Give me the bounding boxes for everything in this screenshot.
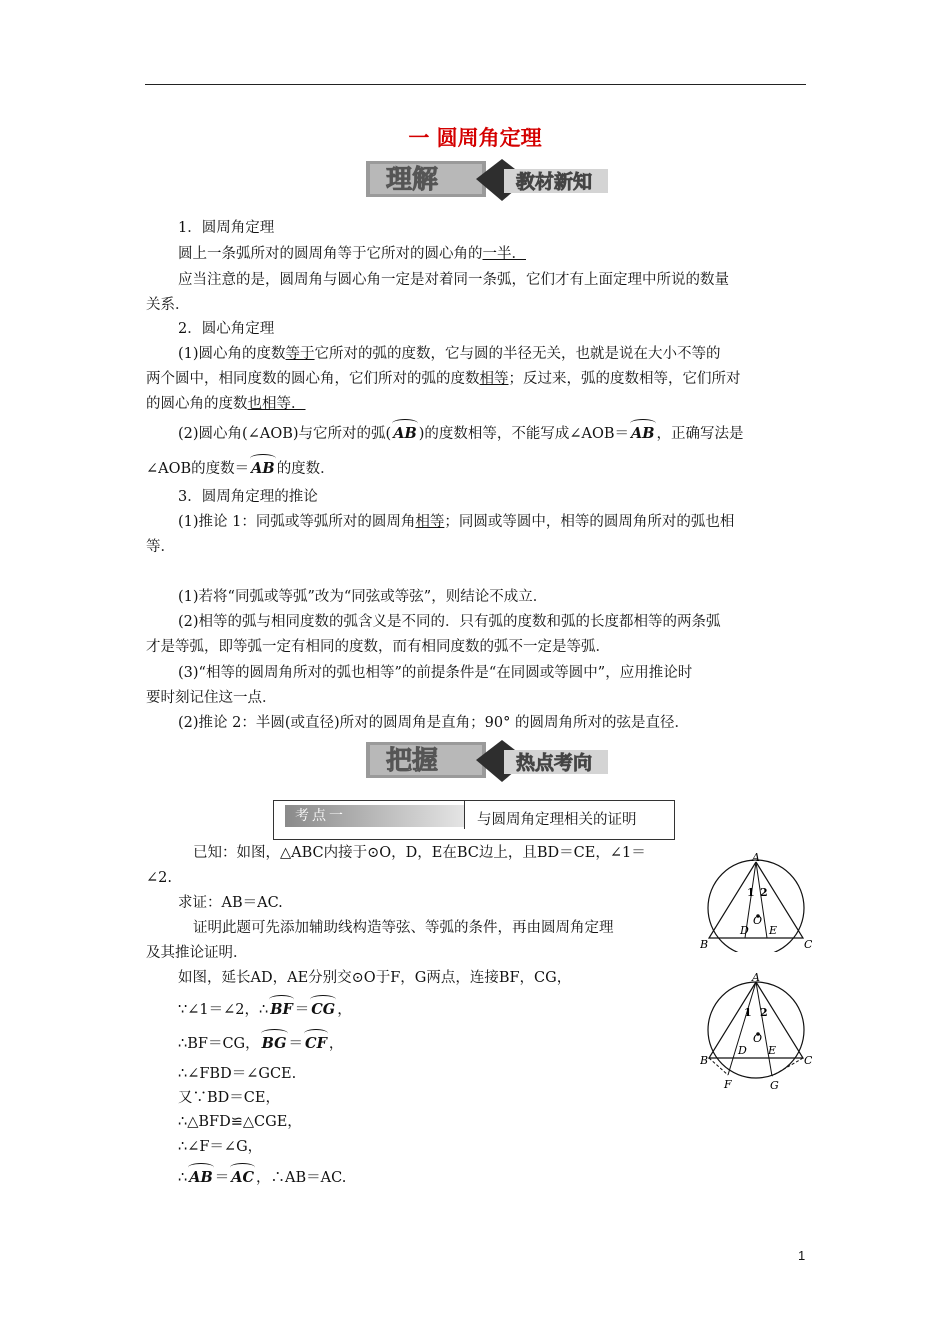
section1-para1: 圆上一条弧所对的圆周角等于它所对的圆心角的一半． [178, 246, 526, 262]
svg-text:D: D [738, 1044, 747, 1057]
banner1-big-text: 理解 [386, 165, 439, 195]
svg-text:B: B [700, 1054, 709, 1067]
header-rule [145, 84, 806, 85]
svg-text:G: G [770, 1079, 779, 1092]
svg-text:1: 1 [744, 1006, 752, 1019]
svg-text:A: A [752, 852, 760, 864]
svg-text:D: D [740, 924, 749, 937]
kaodian-tag: 考点一 [285, 805, 465, 827]
proof-line6: ∴△BFD≌△CGE， [178, 1114, 302, 1130]
section2-para1-line3: 的圆心角的度数也相等． [146, 396, 306, 412]
arc-cf: CF [305, 1035, 327, 1052]
svg-text:2: 2 [760, 886, 768, 899]
arc-cg: CG [311, 1001, 336, 1018]
proof-line3: ∴BF＝CG， BG ＝ CF ， [178, 1035, 344, 1052]
arc-ac: AC [231, 1169, 255, 1186]
proof-line8: ∴ AB ＝ AC ，∴AB＝AC. [178, 1169, 347, 1186]
section2-para1-line1: (1)圆心角的度数等于它所对的弧的度数，它与圆的半径无关，也就是说在大小不等的 [178, 346, 721, 362]
proof-line2: ∵∠1＝∠2，∴ BF ＝ CG ， [178, 1001, 352, 1018]
note3-line1: (3)“相等的圆周角所对的弧也相等”的前提条件是“在同圆或等圆中”，应用推论时 [178, 665, 693, 681]
arc-bg: BG [261, 1035, 287, 1052]
section3-para1-line2: 等． [146, 539, 175, 555]
svg-text:F: F [724, 1078, 732, 1091]
section-banner-master [364, 736, 618, 786]
svg-text:O: O [753, 914, 763, 927]
figure-extended-chords [700, 972, 812, 1096]
note2-line2: 才是等弧，即等弧一定有相同的度数，而有相同度数的弧不一定是等弧． [146, 639, 610, 655]
svg-text:1: 1 [747, 886, 755, 899]
arc-ab: AB [631, 425, 655, 442]
kaodian-separator [464, 801, 465, 829]
svg-text:2: 2 [760, 1006, 768, 1019]
section1-para2-line2: 关系． [146, 297, 190, 313]
section2-para2-line1: (2)圆心角(∠AOB)与它所对的弧( AB )的度数相等，不能写成∠AOB＝ AB ，正确写法是 [178, 425, 744, 442]
proof-line7: ∴∠F＝∠G， [178, 1139, 263, 1155]
section3-para1-line1: (1)推论 1：同弧或等弧所对的圆周角相等；同圆或等圆中，相等的圆周角所对的弧也相 [178, 514, 735, 530]
svg-text:E: E [769, 924, 778, 937]
arc-ab: AB [393, 425, 417, 442]
example-line3: 求证：AB＝AC. [178, 895, 283, 911]
svg-text:B: B [700, 938, 709, 951]
note1: (1)若将“同弧或等弧”改为“同弦或等弦”，则结论不成立． [178, 589, 548, 605]
proof-line5: 又∵BD＝CE， [178, 1090, 280, 1106]
example-line2: ∠2. [146, 870, 172, 886]
note3-line2: 要时刻记住这一点． [146, 690, 277, 706]
page-number: 1 [798, 1248, 806, 1263]
figure-triangle-in-circle [700, 852, 812, 956]
svg-text:C: C [804, 1054, 812, 1067]
arc-ab: AB [251, 460, 275, 477]
kaodian-box [273, 800, 675, 840]
arc-ab: AB [189, 1169, 213, 1186]
banner2-small-text: 热点考向 [516, 752, 593, 774]
example-line4: 证明此题可先添加辅助线构造等弦、等弧的条件，再由圆周角定理 [193, 920, 614, 936]
example-line1: 已知：如图，△ABC内接于⊙O，D，E在BC边上，且BD＝CE，∠1＝ [193, 845, 646, 861]
section1-para2-line1: 应当注意的是，圆周角与圆心角一定是对着同一条弧，它们才有上面定理中所说的数量 [178, 272, 729, 288]
section3-heading: 3．圆周角定理的推论 [178, 489, 318, 505]
proof-line4: ∴∠FBD＝∠GCE. [178, 1066, 297, 1082]
banner1-small-text: 教材新知 [516, 171, 593, 193]
svg-text:A: A [752, 972, 760, 984]
section-banner-understand [364, 155, 618, 205]
page-title: 一 圆周角定理 [408, 126, 542, 150]
section3-para2: (2)推论 2：半圆(或直径)所对的圆周角是直角；90° 的圆周角所对的弦是直径． [178, 715, 689, 731]
example-line5: 及其推论证明． [146, 945, 248, 961]
svg-text:E: E [768, 1044, 777, 1057]
section2-para1-line2: 两个圆中，相同度数的圆心角，它们所对的弧的度数相等；反过来，弧的度数相等，它们所对 [146, 371, 741, 387]
arc-bf: BF [270, 1001, 293, 1018]
section1-heading: 1．圆周角定理 [178, 220, 275, 236]
section2-para2-line2: ∠AOB的度数＝ AB 的度数． [146, 460, 335, 477]
banner2-big-text: 把握 [386, 746, 439, 776]
note2-line1: (2)相等的弧与相同度数的弧含义是不同的．只有弧的度数和弧的长度都相等的两条弧 [178, 614, 721, 630]
kaodian-label: 与圆周角定理相关的证明 [477, 812, 637, 828]
proof-line1: 如图，延长AD，AE分别交⊙O于F，G两点，连接BF，CG， [178, 970, 572, 986]
section2-heading: 2．圆心角定理 [178, 321, 275, 337]
svg-text:O: O [753, 1032, 763, 1045]
svg-text:C: C [804, 938, 812, 951]
